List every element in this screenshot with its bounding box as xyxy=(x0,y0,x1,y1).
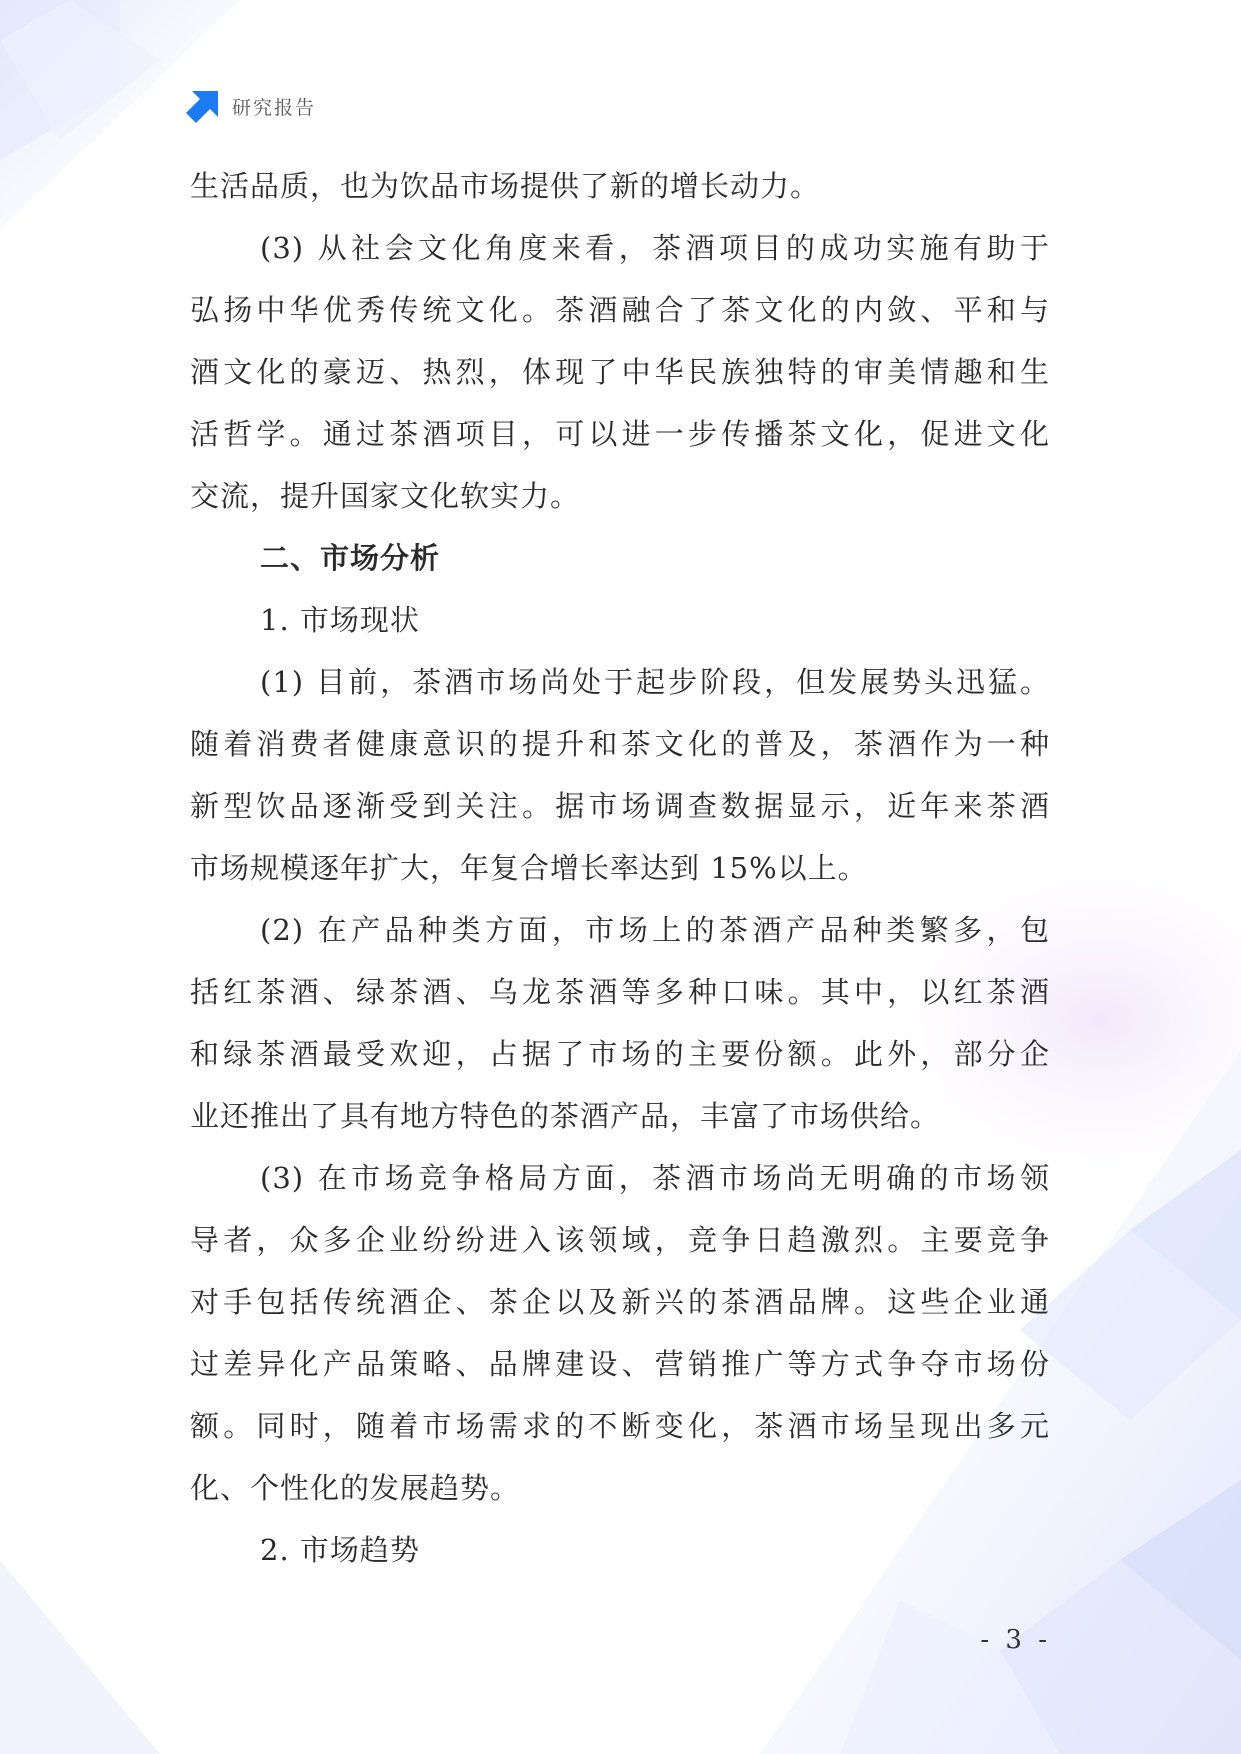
paragraph-line: (1) 目前，茶酒市场尚处于起步阶段，但发展势头迅猛。 xyxy=(260,665,1050,699)
paragraph-line: 导者，众多企业纷纷进入该领域，竞争日趋激烈。主要竞争 xyxy=(190,1223,1050,1257)
paragraph-line: 过差异化产品策略、品牌建设、营销推广等方式争夺市场份 xyxy=(190,1347,1050,1381)
arrow-logo-icon xyxy=(186,89,220,123)
paragraph-line: 活哲学。通过茶酒项目，可以进一步传播茶文化，促进文化 xyxy=(190,417,1050,451)
paragraph-line: 生活品质，也为饮品市场提供了新的增长动力。 xyxy=(190,169,821,203)
paragraph-line: 和绿茶酒最受欢迎，占据了市场的主要份额。此外，部分企 xyxy=(190,1037,1050,1071)
subsection-heading: 1. 市场现状 xyxy=(260,603,420,637)
paragraph-line: 酒文化的豪迈、热烈，体现了中华民族独特的审美情趣和生 xyxy=(190,355,1050,389)
page-number: - 3 - xyxy=(980,1625,1051,1655)
paragraph-line: 化、个性化的发展趋势。 xyxy=(190,1471,521,1505)
paragraph-line: 随着消费者健康意识的提升和茶文化的普及，茶酒作为一种 xyxy=(190,727,1050,761)
paragraph-line: 市场规模逐年扩大，年复合增长率达到 15%以上。 xyxy=(190,851,868,885)
report-header xyxy=(186,88,316,124)
document-body xyxy=(190,155,1050,1581)
paragraph-line: 额。同时，随着市场需求的不断变化，茶酒市场呈现出多元 xyxy=(190,1409,1050,1443)
paragraph-line: 括红茶酒、绿茶酒、乌龙茶酒等多种口味。其中，以红茶酒 xyxy=(190,975,1050,1009)
paragraph-line: (2) 在产品种类方面，市场上的茶酒产品种类繁多，包 xyxy=(260,913,1050,947)
paragraph-line: 弘扬中华优秀传统文化。茶酒融合了茶文化的内敛、平和与 xyxy=(190,293,1050,327)
header-title: 研究报告 xyxy=(232,96,317,119)
paragraph-line: 业还推出了具有地方特色的茶酒产品，丰富了市场供给。 xyxy=(190,1099,941,1133)
paragraph-line: (3) 从社会文化角度来看，茶酒项目的成功实施有助于 xyxy=(260,231,1050,265)
section-heading: 二、市场分析 xyxy=(260,541,441,575)
paragraph-line: 交流，提升国家文化软实力。 xyxy=(190,479,581,513)
paragraph-line: (3) 在市场竞争格局方面，茶酒市场尚无明确的市场领 xyxy=(260,1161,1050,1195)
paragraph-line: 新型饮品逐渐受到关注。据市场调查数据显示，近年来茶酒 xyxy=(190,789,1050,823)
paragraph-line: 对手包括传统酒企、茶企以及新兴的茶酒品牌。这些企业通 xyxy=(190,1285,1050,1319)
subsection-heading: 2. 市场趋势 xyxy=(260,1533,420,1567)
